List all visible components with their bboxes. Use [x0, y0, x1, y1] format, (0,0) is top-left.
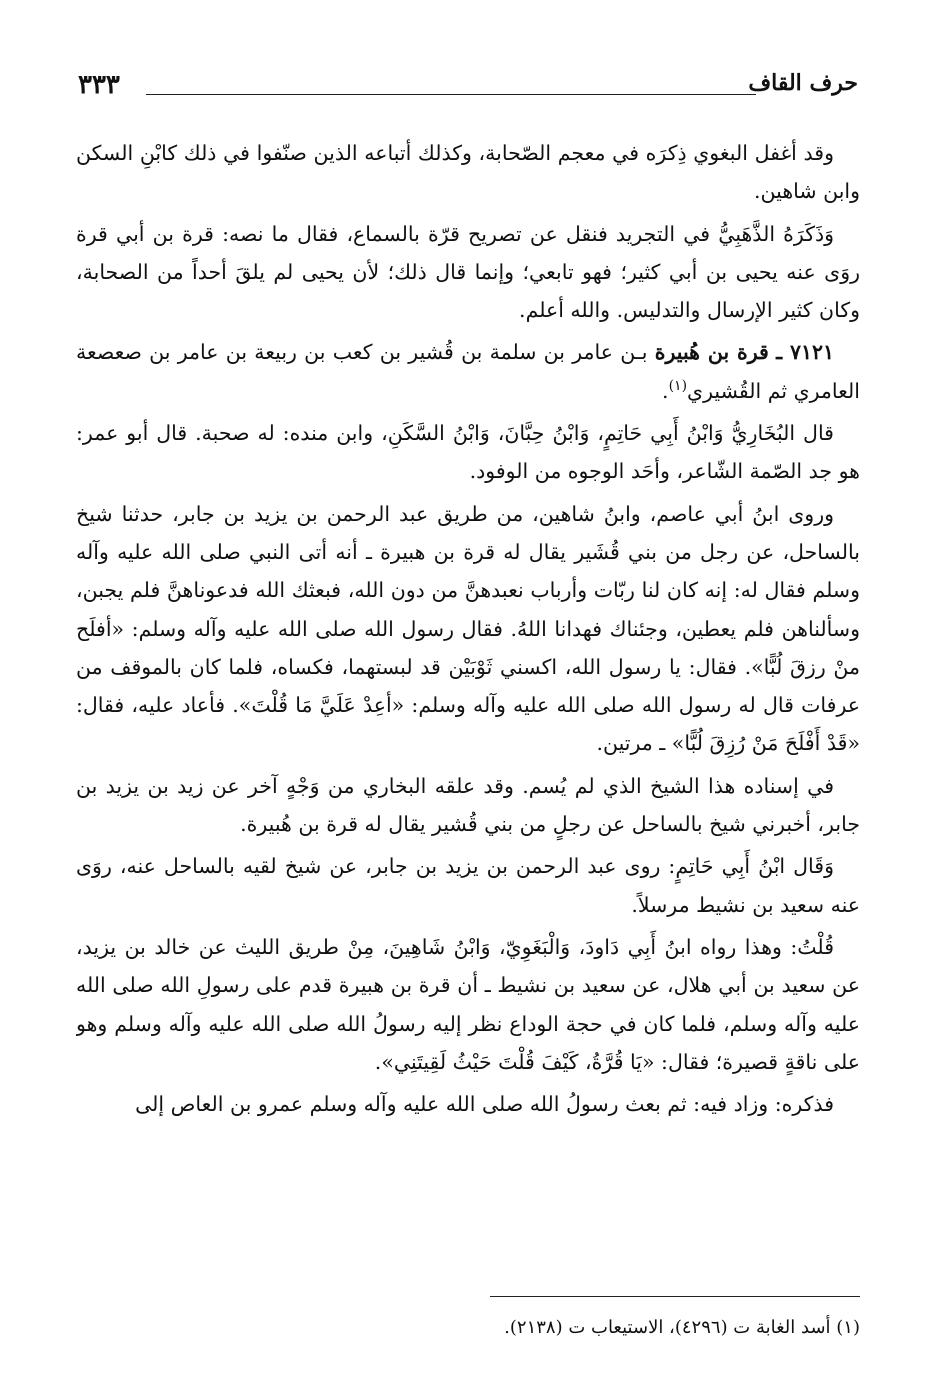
paragraph-2: وَذَكَرَهُ الذَّهَبِيُّ في التجريد فنقل عن تصريح قرّة بالسماع، فقال ما نصه: قرة بن أبي قرة روَى عنه يحيى بن أبي كثير؛ فهو تابعي؛ وإنما قال ذلك؛ لأن يحيى لم يلقَ أحداً من الصحابة، وكان كثير الإرسال والتدليس. والله أعلم. — [76, 221, 860, 323]
entry-lineage: بـن عامر بن سلمة بن قُشير بن كعب بن ربيعة بن عامر بن صعصعة العامري ثم القُشيري — [76, 340, 860, 403]
entry-end: . — [662, 378, 669, 403]
entry-heading-paragraph — [76, 333, 860, 410]
page-header — [78, 70, 858, 110]
entry-number: ٧١٢١ ـ — [776, 340, 834, 365]
entry-name: قرة بن هُبيرة — [654, 340, 769, 365]
paragraph-7: وَقَال ابْنُ أَبِي حَاتِمٍ: روى عبد الرحمن بن يزيد بن جابر، عن شيخ لقيه بالساحل عنه، روَى عنه سعيد بن نشيط مرسلاً. — [76, 854, 860, 917]
main-text — [76, 134, 860, 1264]
paragraph-6: في إسناده هذا الشيخ الذي لم يُسم. وقد علقه البخاري من وَجْهٍ آخر عن زيد بن يزيد بن جابر، أخبرني شيخ بالساحل عن رجلٍ من بني قُشير يقال له قرة بن هُبيرة. — [76, 773, 860, 837]
paragraph-4: قال البُخَارِيُّ وَابْنُ أَبِي حَاتِمٍ، وَابْنُ حِبَّانَ، وَابْنُ السَّكَنِ، وابن منده: له صحبة. قال أبو عمر: هو جد الصّمة الشّاعر، وأحَد الوجوه من الوفود. — [76, 421, 860, 484]
paragraph-5: وروى ابنُ أبي عاصم، وابنُ شاهين، من طريق عبد الرحمن بن يزيد بن جابر، حدثنا شيخ بالساحل، عن رجل من بني قُشَير يقال له قرة بن هبيرة ـ أنه أتى النبي صلى الله عليه وآله وسلم فقال له: إنه كان لنا ربّات وأرباب نعبدهنَّ من دون الله، فبعثك الله فدعوناهنَّ فلم يجبن، وسألناهن فلم يعطين، وجئناك فهدانا اللهُ. فقال رسول الله صلى الله عليه وآله وسلم: «أفلَح منْ رزقَ لُبًّا». فقال: يا رسول الله، اكسني ثَوْبَيْن قد لبستهما، فكساه، فلما كان بالموقف من عرفات قال له رسول الله صلى الله عليه وآله وسلم: «أعِدْ عَلَيَّ مَا قُلْتَ». فأعاد عليه، فقال: «قَدْ أَفْلَحَ مَنْ رُزِقَ لُبًّا» ـ مرتين. — [76, 501, 860, 756]
paragraph-8: قُلْتُ: وهذا رواه ابنُ أَبِي دَاودَ، وَالْبَغَوِيّ، وَابْنُ شَاهِينَ، مِنْ طريق الليث عن خالد بن يزيد، عن سعيد بن أبي هلال، عن سعيد بن نشيط ـ أن قرة بن هبيرة قدم على رسولِ الله صلى الله عليه وآله وسلم، فلما كان في حجة الوداع نظر إليه رسولُ الله صلى الله عليه وآله وسلم وهو على ناقةٍ قصيرة؛ فقال: «يَا قُرَّةُ، كَيْفَ قُلْتَ حَيْثُ لَقِيتَنِي». — [76, 934, 860, 1074]
running-head: حرف القاف — [748, 70, 858, 96]
footnote-rule — [490, 1296, 860, 1297]
page-number: ٣٣٣ — [78, 70, 120, 100]
footnote: (١) أسد الغابة ت (٤٢٩٦)، الاستيعاب ت (٢١٣٨). — [504, 1317, 860, 1338]
footnote-marker: (١) — [668, 377, 688, 394]
paragraph-9: فذكره: وزاد فيه: ثم بعث رسولُ الله صلى الله عليه وآله وسلم عمرو بن العاص إلى — [135, 1092, 834, 1117]
header-rule — [146, 94, 756, 95]
paragraph-1: وقد أغفل البغوي ذِكرَه في معجم الصّحابة، وكذلك أتباعه الذين صنّفوا في ذلك كابْنِ السكن وابن شاهين. — [76, 141, 860, 204]
